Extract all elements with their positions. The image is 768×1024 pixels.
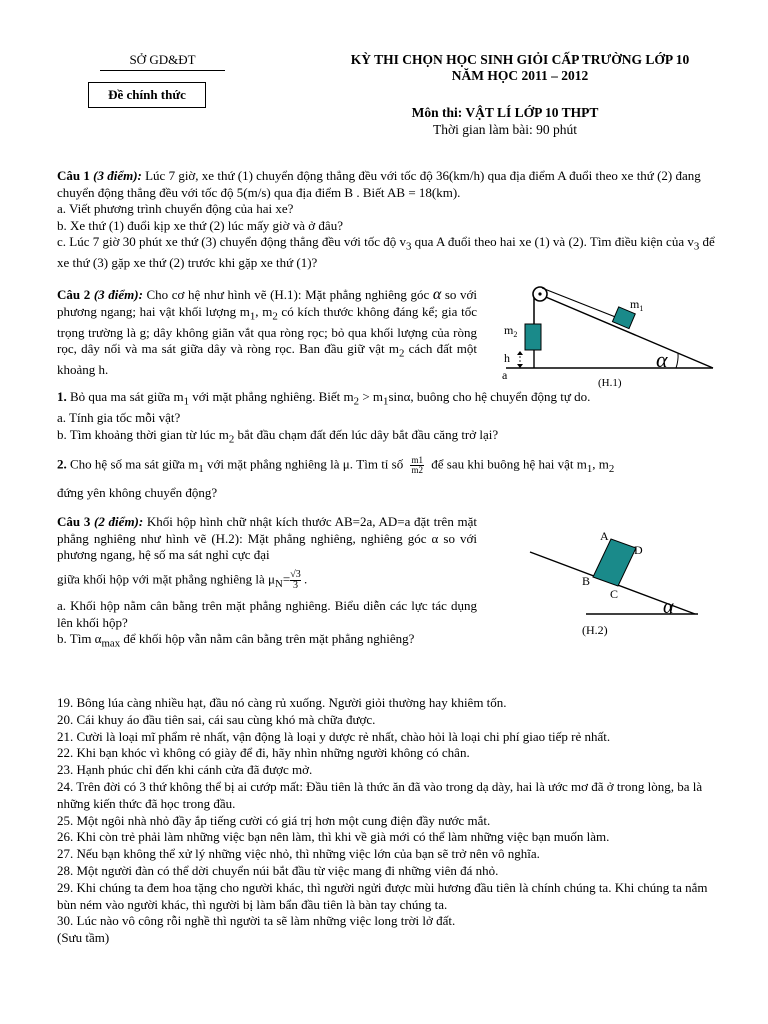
saying-30: 30. Lúc nào vô công rỗi nghề thì người ta sẽ làm những việc long trời lở đất. [57, 913, 456, 929]
rope-incline [542, 288, 618, 318]
angle-arc [676, 353, 678, 368]
fraction-denominator: m2 [411, 464, 423, 475]
question-3-a: a. Khối hộp nằm cân bằng trên mặt phẳng nghiêng. Biểu diễn các lực tác dụng lên khối hộp? [57, 598, 477, 630]
figure-h1 [498, 280, 718, 390]
saying-28: 28. Một người đàn có thể dời chuyển núi bắt đầu từ việc mang đi những viên đá nhỏ. [57, 862, 499, 878]
q2-p1-qb-sub: 2 [228, 433, 235, 446]
subject-name: Môn thi: VẬT LÍ LỚP 10 THPT [411, 105, 599, 120]
q2-p1-sub3: 1 [383, 395, 389, 408]
question-1-b: b. Xe thứ (1) đuổi kịp xe thứ (2) lúc mấy giờ và ở đâu? [57, 217, 343, 233]
q2-p1-b: với mặt phẳng nghiêng. Biết m [188, 389, 354, 404]
saying-19: 19. Bông lúa càng nhiều hạt, đầu nó càng rủ xuống. Người giỏi thường hay khiêm tốn. [57, 695, 507, 710]
question-3-b [57, 631, 477, 652]
q2-p1-a: Bỏ qua ma sát giữa m [66, 389, 184, 404]
q1-c-part2: qua A đuổi theo hai xe (1) và (2). Tìm điều kiện của v [411, 234, 694, 249]
sqrt3-over-3 [290, 570, 301, 591]
figure-h2 [520, 526, 720, 641]
q3-dot: . [303, 570, 308, 586]
question-2-part-1 [57, 389, 717, 410]
q2-p2-sub3: 2 [608, 462, 615, 475]
question-2-part-2-cont: đứng yên không chuyển động? [57, 485, 218, 501]
q1-c-sub2: 3 [693, 240, 700, 253]
mass-ratio-fraction [410, 456, 424, 475]
pulley-axle [538, 292, 541, 295]
saying-22: 22. Khi bạn khóc vì không có giày để đi, hãy nhìn những người không có chân. [57, 745, 470, 761]
q1-c-part1: c. Lúc 7 giờ 30 phút xe thứ (3) chuyển động thẳng đều với tốc độ v [57, 234, 406, 249]
q2-p2-d: , m [592, 456, 609, 472]
caption-h1: (H.1) [598, 377, 622, 389]
q2-p1-sub1: 1 [183, 395, 189, 408]
q3-line3: giữa khối hộp với mặt phẳng nghiêng là μ [57, 570, 276, 586]
question-3-intro [57, 514, 477, 564]
question-1 [57, 168, 717, 272]
saying-26: 26. Khi còn trẻ phải làm những việc bạn nên làm, thì khi về già mới có thể làm những việc bạn muốn làm. [57, 829, 610, 845]
q2-p1-c: > m [359, 389, 384, 404]
official-exam-badge: Đề chính thức [88, 82, 206, 108]
saying-25: 25. Một ngôi nhà nhỏ đầy ắp tiếng cười có giá trị hơn một cung điện đầy nước mắt. [57, 812, 491, 828]
q2-intro-a: Cho cơ hệ như hình vẽ (H.1): Mặt phẳng nghiêng góc [142, 287, 433, 302]
exam-title [300, 52, 740, 84]
q2-p1-sub2: 2 [353, 395, 360, 408]
exam-title-line1: KỲ THI CHỌN HỌC SINH GIỎI CẤP TRƯỜNG LỚP 10 [350, 52, 690, 67]
label-C: C [610, 587, 619, 601]
question-1-label: Câu 1 [57, 168, 90, 183]
q2-p1-d: sinα, buông cho hệ chuyển động tự do. [388, 389, 591, 404]
question-2-points: (3 điểm): [93, 287, 143, 302]
q2-intro-b: so với phương ngang; hai vật khối lượng m [57, 287, 478, 319]
q1-c-sub1: 3 [405, 240, 412, 253]
subject-block [390, 104, 620, 138]
q2-intro-e: cách đất một khoảng h. [57, 341, 477, 378]
block-m2 [525, 324, 541, 350]
q3-b2: để khối hộp vẫn nằm cân bằng trên mặt phẳng nghiêng? [120, 631, 415, 647]
question-1-a: a. Viết phương trình chuyển động của hai xe? [57, 201, 294, 216]
label-m2: $m_2$ [504, 323, 518, 339]
q2-intro-c: , m [255, 303, 273, 319]
question-3-label: Câu 3 [57, 514, 91, 529]
exam-title-line2: NĂM HỌC 2011 – 2012 [451, 68, 589, 83]
caption-h2: (H.2) [582, 623, 608, 637]
q3-eq: = [282, 570, 291, 586]
q2-p1-qb2: bắt đầu chạm đất đến lúc dây bắt đầu căng trở lại? [234, 426, 499, 442]
q2-p1-qb: b. Tìm khoảng thời gian từ lúc m [57, 426, 229, 442]
q2-intro-d: có kích thước không đáng kể; gia tốc trọng trường là g; dây không giãn vắt qua ròng rọc; bỏ qua khối lượng của ròng rọc, dây nối và ma sát giữa dây và ròng rọc. Ban đầu giữ vật m [57, 303, 477, 357]
saying-29: 29. Khi chúng ta đem hoa tặng cho người khác, thì người ngửi được mùi hương đầu tiên là chính chúng ta. Khi chúng ta nắm bùn ném vào người khác, thì người bị làm bẩn đầu tiên là bàn tay chúng ta. [57, 879, 708, 912]
alpha-symbol: α [432, 286, 442, 303]
question-1-c [57, 234, 717, 272]
label-D: D [634, 543, 643, 557]
question-2-label: Câu 2 [57, 287, 91, 302]
q2-sub-2: 2 [272, 310, 278, 323]
sqrt-numerator: √3 [290, 568, 301, 580]
label-alpha: α [656, 347, 668, 372]
q1-c-part3: để xe thứ (3) gặp xe thứ (2) trước khi gặp xe thứ (1)? [57, 234, 715, 271]
question-2-part-2 [57, 456, 717, 478]
question-3-text: Khối hộp hình chữ nhật kích thước AB=2a, AD=a đặt trên mặt phẳng nghiêng như hình vẽ (H.2): Mặt phẳng nghiêng, nghiêng góc α so với phương ngang, hệ số ma sát nghỉ cực đại [57, 514, 478, 562]
label-a: a [502, 368, 508, 382]
sqrt-denominator: 3 [292, 579, 298, 591]
question-1-intro [57, 168, 717, 201]
department-underline [100, 70, 225, 71]
height-arrow-up [517, 351, 523, 355]
department-block [100, 52, 225, 71]
box-block [593, 539, 636, 586]
question-2-part-1b [57, 427, 717, 448]
saying-24: 24. Trên đời có 3 thứ không thể bị ai cướp mất: Đầu tiên là thức ăn đã vào trong dạ dày, hai là ước mơ đã ở trong lòng, ba là những kiến thức đã học trong đầu. [57, 778, 703, 811]
saying-source: (Sưu tầm) [57, 930, 110, 946]
q2-p2-num: 2. [57, 456, 67, 472]
fraction-numerator: m1 [411, 454, 423, 465]
label-m1: $m_1$ [630, 297, 644, 313]
label-B: B [582, 574, 591, 588]
q2-sub-2b: 2 [398, 347, 405, 360]
question-2-intro [57, 287, 477, 379]
sayings-list [57, 695, 727, 947]
question-3-points: (2 điểm): [94, 514, 144, 529]
label-alpha-h2: α [663, 596, 674, 618]
label-A: A [600, 529, 609, 543]
question-3-friction [57, 570, 477, 593]
question-1-points: (3 điểm): [93, 168, 142, 183]
q2-p2-a: Cho hệ số ma sát giữa m [66, 456, 199, 472]
question-2-parts [57, 389, 717, 502]
q2-p2-b: với mặt phẳng nghiêng là μ. Tìm tỉ số [203, 456, 407, 472]
exam-time: Thời gian làm bài: 90 phút [433, 122, 577, 137]
q2-p2-c: để sau khi buông hệ hai vật m [428, 456, 587, 472]
saying-23: 23. Hạnh phúc chỉ đến khi cánh cửa đã được mở. [57, 762, 313, 778]
incline-surface [534, 292, 713, 368]
q3-mu-sub: N [275, 577, 283, 590]
label-h: h [504, 351, 510, 365]
q2-p1-num: 1. [57, 389, 67, 404]
department-name: SỞ GD&ĐT [129, 52, 196, 67]
question-3 [57, 514, 477, 652]
saying-27: 27. Nếu bạn không thể xử lý những việc nhỏ, thì những việc lớn của bạn sẽ trở nên vô nghĩa. [57, 846, 540, 862]
question-2-part-1a: a. Tính gia tốc mỗi vật? [57, 410, 181, 426]
q2-p2-sub2: 1 [586, 462, 593, 475]
q3-b-sub: max [101, 637, 121, 650]
saying-20: 20. Cái khuy áo đầu tiên sai, cái sau cùng khó mà chữa được. [57, 711, 376, 727]
q2-sub-1: 1 [249, 310, 256, 323]
q3-b1: b. Tìm α [57, 631, 102, 647]
question-2 [57, 287, 477, 379]
question-1-text: Lúc 7 giờ, xe thứ (1) chuyển động thẳng đều với tốc độ 36(km/h) qua địa điểm A đuổi theo xe thứ (2) đang chuyển động thẳng đều với tốc độ 5(m/s) qua địa điểm B . Biết AB = 18(km). [57, 168, 701, 200]
q2-p2-sub1: 1 [198, 462, 204, 475]
saying-21: 21. Cười là loại mĩ phẩm rẻ nhất, vận động là loại y dược rẻ nhất, chào hỏi là loại chi phí giao tiếp rẻ nhất. [57, 728, 611, 744]
